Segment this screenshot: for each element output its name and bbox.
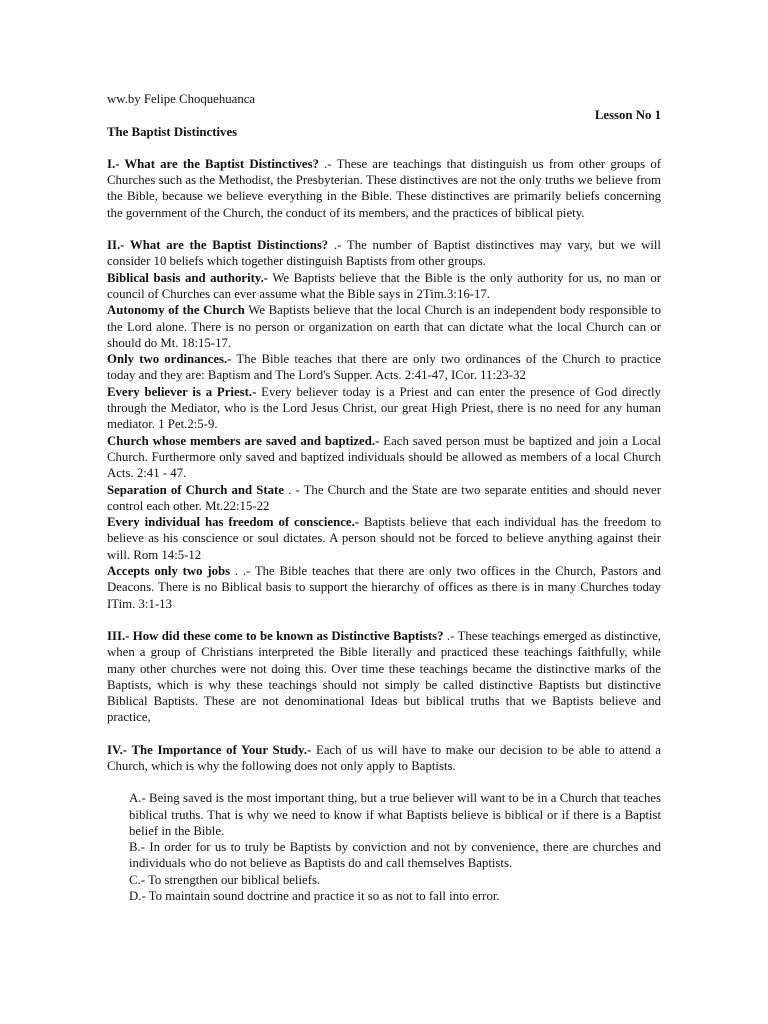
author-line: ww.by Felipe Choquehuanca (107, 92, 256, 106)
document-page (107, 91, 661, 904)
section-1 (107, 156, 661, 221)
distinctive-text: Every believer today is a Priest and can enter the presence of God directly through the Mediator, who is the Lord Jesus Christ, our great High Priest, there is no need for any human mediator. 1 Pet.2:5-9. (107, 384, 661, 432)
distinctive-term: Every individual has freedom of conscience.- (107, 515, 360, 530)
section-4-text: Each of us will have to make our decision to be able to attend a Church, which is why the following does not only apply to Baptists. (107, 742, 661, 773)
distinctive-item (107, 563, 661, 612)
list-item: B.- In order for us to truly be Baptists by conviction and not by convenience, there are churches and individuals who do not believe as Baptists do and call themselves Baptists. (129, 840, 661, 871)
distinctive-term: Separation of Church and State (107, 482, 284, 497)
distinctive-text: . .- The Bible teaches that there are only two offices in the Church, Pastors and Deacons. There is no Biblical basis to support the hierarchy of offices as there is in many Churches today ITim. 3:1-13 (107, 564, 661, 611)
list-item: D.- To maintain sound doctrine and practice it so as not to fall into error. (129, 889, 500, 904)
distinctive-text: Baptists believe that each individual has the freedom to believe as his conscience or soul dictates. A person should not be forced to believe anything against their will. Rom 14:5-12 (107, 515, 662, 562)
distinctive-term: Accepts only two jobs (107, 564, 231, 579)
distinctive-text: We Baptists believe that the Bible is the only authority for us, no man or council of Churches can ever assume what the Bible says in 2Tim.3:16-17. (107, 270, 661, 301)
section-3 (107, 628, 661, 726)
lesson-number: Lesson No 1 (594, 108, 661, 123)
distinctive-item (107, 302, 661, 351)
section-3-heading: III.- How did these come to be known as Distinctive Baptists? (107, 628, 444, 643)
document-title: The Baptist Distinctives (107, 124, 238, 139)
section-3-text: .- These teachings emerged as distinctive, when a group of Christians interpreted the Bible literally and practiced these teachings faithfully, while many other churches were not doing this. Over time these teachings became the distinctive marks of the Baptists, which is why these teachings should not simply be called distinctive Baptists but distinctive Biblical Baptists. These are not denominational Ideas but biblical truths that we Baptists believe and practice, (107, 628, 661, 725)
section-1-text: .- These are teachings that distinguish us from other groups of Churches such as the Methodist, the Presbyterian. These distinctives are not the only truths we believe from the Bible, because we believe everything in the Bible. These distinctives are primarily beliefs concerning the government of the Church, the conduct of its members, and the practices of biblical piety. (107, 156, 661, 220)
distinctive-term: Only two ordinances.- (107, 352, 232, 367)
distinctive-item (107, 384, 661, 433)
distinctive-term: Every believer is a Priest.- (107, 384, 257, 399)
list-item: C.- To strengthen our biblical beliefs. (129, 872, 321, 887)
section-2-heading: II.- What are the Baptist Distinctions? (107, 238, 329, 253)
distinctive-text: We Baptists believe that the local Church is an independent body responsible to the Lord alone. There is no person or organization on earth that can dictate what the local Church can or should do Mt. 18:15-17. (107, 303, 661, 350)
list-item: A.- Being saved is the most important thing, but a true believer will want to be in a Church that teaches biblical truths. That is why we need to know if what Baptists believe is biblical or if there is a Baptist belief in the Bible. (129, 791, 661, 838)
distinctive-text: . - The Church and the State are two separate entities and should never control each other. Mt.22:15-22 (107, 482, 661, 513)
section-4-heading: IV.- The Importance of Your Study.- (107, 742, 312, 757)
distinctive-term: Autonomy of the Church (107, 303, 245, 318)
distinctive-item (107, 433, 661, 482)
distinctive-text: The Bible teaches that there are only two ordinances of the Church to practice today and they are: Baptism and The Lord's Supper. Acts. 2:41-47, ICor. 11:23-32 (107, 352, 661, 383)
distinctive-item (107, 270, 661, 303)
importance-list (129, 790, 661, 904)
section-4 (107, 742, 661, 775)
distinctive-item (107, 514, 661, 563)
distinctive-text: Each saved person must be baptized and join a Local Church. Furthermore only saved and baptized individuals should be allowed as members of a local Church Acts. 2:41 - 47. (107, 433, 661, 481)
section-1-heading: I.- What are the Baptist Distinctives? (107, 156, 319, 171)
section-2 (107, 237, 661, 270)
distinctive-term: Biblical basis and authority.- (107, 270, 269, 285)
section-2-text: .- The number of Baptist distinctives may vary, but we will consider 10 beliefs which together distinguish Baptists from other groups. (107, 238, 661, 269)
distinctive-term: Church whose members are saved and baptized.- (107, 433, 380, 448)
distinctive-item (107, 351, 661, 384)
distinctive-item (107, 482, 661, 515)
